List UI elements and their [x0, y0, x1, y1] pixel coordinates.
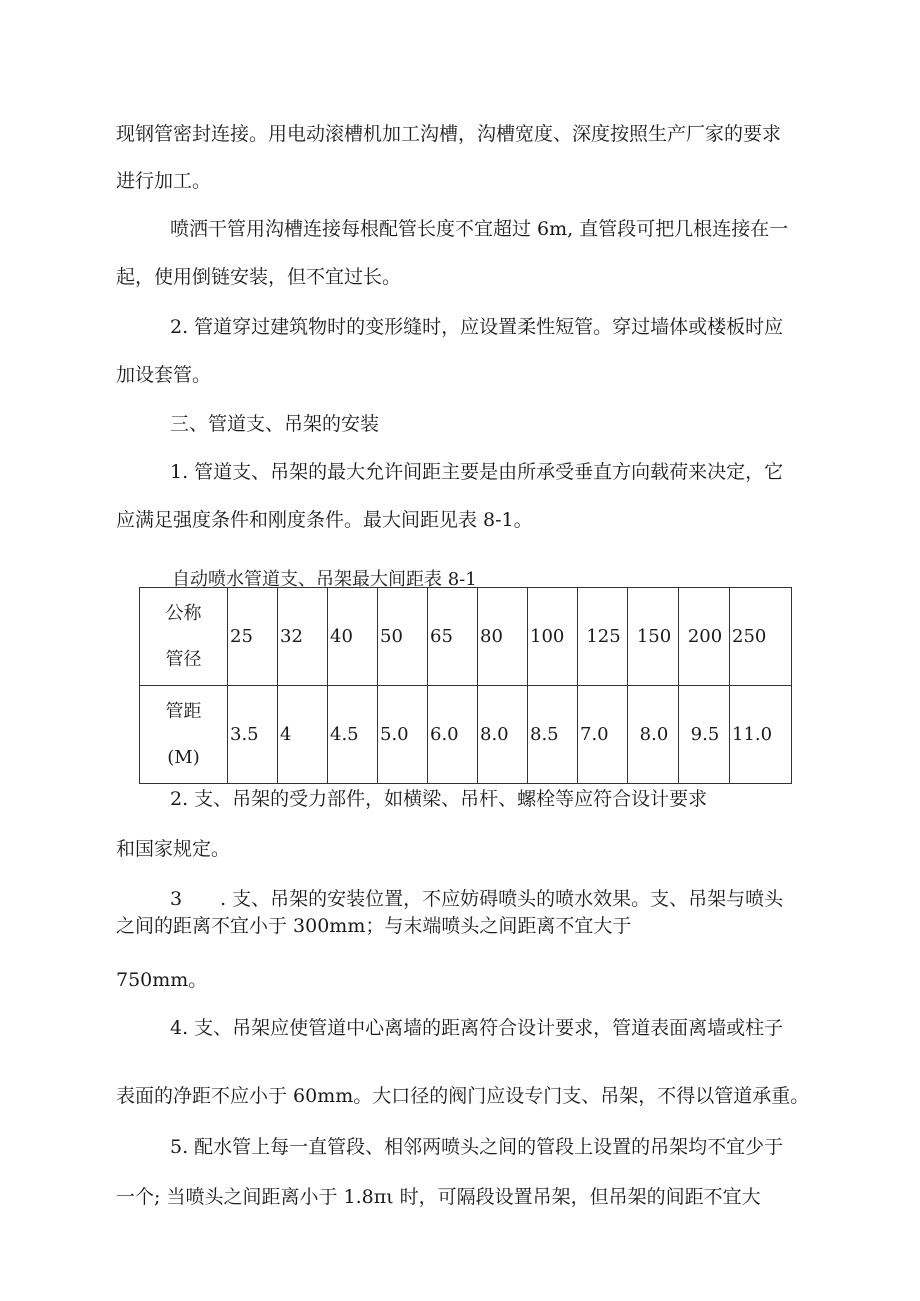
table-cell: 4 — [278, 686, 328, 784]
support-spacing-table — [139, 587, 792, 784]
section-heading: 三、管道支、吊架的安装 — [170, 413, 380, 435]
paragraph-line-4: 起，使用倒链安装，但不宜过长。 — [116, 266, 402, 288]
table-cell: 65 — [428, 588, 478, 686]
paragraph-line-9: 应满足强度条件和刚度条件。最大间距见表 8-1。 — [116, 509, 533, 531]
table-cell: 6.0 — [428, 686, 478, 784]
table-cell: 3.5 — [228, 686, 278, 784]
paragraph-line-1: 现钢管密封连接。用电动滚槽机加工沟槽，沟槽宽度、深度按照生产厂家的要求 — [116, 123, 782, 145]
table-cell: 9.5 — [679, 686, 730, 784]
table-cell: 100 — [528, 588, 578, 686]
table-cell: 4.5 — [328, 686, 378, 784]
table-header-nominal-diameter: 公称 管径 — [140, 588, 228, 686]
paragraph-line-5: 2. 管道穿过建筑物时的变形缝时，应设置柔性短管。穿过墙体或楼板时应 — [170, 316, 784, 338]
table-cell: 200 — [679, 588, 730, 686]
paragraph-line-15: 4. 支、吊架应使管道中心离墙的距离符合设计要求，管道表面离墙或柱子 — [170, 1017, 784, 1039]
paragraph-line-10: 2. 支、吊架的受力部件，如横梁、吊杆、螺栓等应符合设计要求 — [170, 788, 708, 810]
paragraph-line-14: 750mm。 — [116, 969, 208, 991]
paragraph-line-17: 5. 配水管上每一直管段、相邻两喷头之间的管段上设置的吊架均不宜少于 — [170, 1136, 784, 1158]
paragraph-line-6: 加设套管。 — [116, 364, 212, 386]
table-cell: 8.0 — [478, 686, 528, 784]
table-cell: 8.0 — [628, 686, 679, 784]
table-cell: 150 — [628, 588, 679, 686]
paragraph-line-2: 进行加工。 — [116, 170, 212, 192]
paragraph-line-3: 喷洒干管用沟槽连接每根配管长度不宜超过 6m, 直管段可把几根连接在一 — [170, 218, 789, 240]
table-cell: 25 — [228, 588, 278, 686]
paragraph-line-11: 和国家规定。 — [116, 838, 231, 860]
table-cell: 32 — [278, 588, 328, 686]
paragraph-line-18: 一个; 当喷头之间距离小于 1.8πι 时，可隔段设置吊架，但吊架的间距不宜大 — [116, 1186, 761, 1208]
table-caption: 自动喷水管道支、吊架最大间距表 8-1 — [172, 569, 477, 590]
table-cell: 40 — [328, 588, 378, 686]
table-cell: 50 — [378, 588, 428, 686]
table-cell: 11.0 — [730, 686, 792, 784]
table-row-spacing — [140, 686, 792, 784]
table-cell: 80 — [478, 588, 528, 686]
table-cell: 250 — [730, 588, 792, 686]
paragraph-line-13: 之间的距离不宜小于 300mm；与末端喷头之间距离不宜大于 — [116, 915, 632, 937]
table-cell: 125 — [578, 588, 628, 686]
table-header-spacing: 管距 (M) — [140, 686, 228, 784]
table-row-diameter — [140, 588, 792, 686]
paragraph-line-12: 3 . 支、吊架的安装位置，不应妨碍喷头的喷水效果。支、吊架与喷头 — [170, 888, 784, 910]
table-cell: 5.0 — [378, 686, 428, 784]
table-cell: 7.0 — [578, 686, 628, 784]
paragraph-line-8: 1. 管道支、吊架的最大允许间距主要是由所承受垂直方向载荷来决定，它 — [170, 461, 784, 483]
paragraph-line-16: 表面的净距不应小于 60mm。大口径的阀门应设专门支、吊架，不得以管道承重。 — [116, 1085, 810, 1107]
table-cell: 8.5 — [528, 686, 578, 784]
